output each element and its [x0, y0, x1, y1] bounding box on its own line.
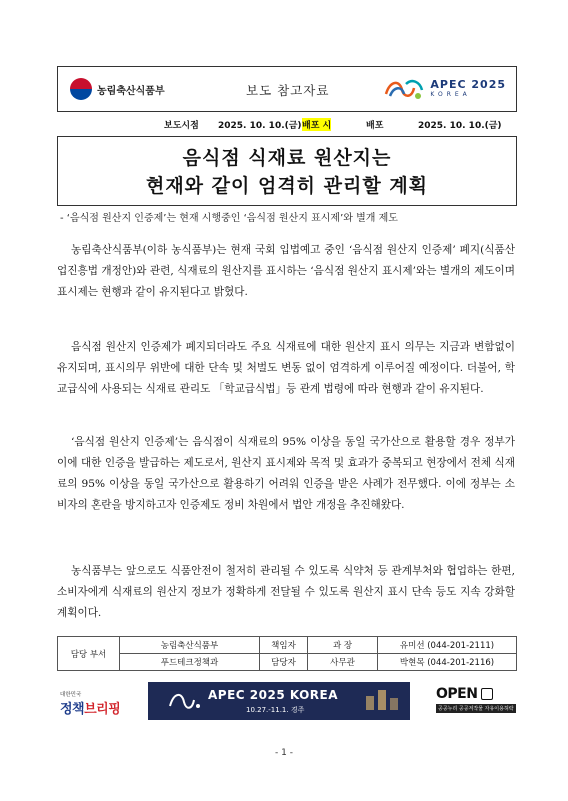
policy-main-blue: 정책 — [60, 702, 85, 717]
body-paragraph-1: 농림축산식품부(이하 농식품부)는 현재 국회 입법예고 중인 ‘음식점 원산지 인증제’ 폐지(식품산업진흥법 개정안)와 관련, 식재료의 원산지를 표시하는 ‘음식점 원산지 표시제’와는 별개의 제도이며 표시제는 현행과 같이 유지된다고 밝혔다. — [57, 244, 515, 298]
policy-main-red: 브리핑 — [84, 702, 121, 717]
doc-type: 보도 참고자료 — [246, 83, 330, 98]
header-box — [57, 66, 517, 112]
dept-label: 담당 부서 — [58, 637, 120, 671]
taeguk-icon — [70, 78, 92, 100]
contact-table — [57, 636, 517, 671]
banner-swirl-icon — [168, 690, 202, 712]
staff-label: 담당자 — [260, 654, 308, 671]
release-time-tag: 배포 시 — [302, 118, 331, 131]
body-paragraph-4: 농식품부는 앞으로도 식품안전이 철저히 관리될 수 있도록 식약처 등 관계부처와 협업하는 한편, 소비자에게 식재료의 원산지 정보가 정확하게 전달될 수 있도록 원산지 표시 단속 등도 지속 강화할 계획이다. — [57, 565, 515, 619]
banner-title: APEC 2025 KOREA — [208, 688, 339, 702]
title-box — [57, 136, 517, 206]
distribution-value: 2025. 10. 10.(금) — [418, 121, 502, 131]
policy-briefing-logo — [60, 690, 120, 717]
apec-sub-text: KOREA — [430, 91, 471, 98]
responsible-title: 과 장 — [308, 637, 378, 654]
staff-name: 박현목 (044-201-2116) — [378, 654, 517, 671]
subtitle: - ‘음식점 원산지 인증제’는 현재 시행중인 ‘음식점 원산지 표시제’와 별개 제도 — [60, 213, 398, 224]
apec-main-text: APEC 2025 — [430, 78, 506, 91]
apec-logo — [382, 76, 506, 102]
title-line-2: 현재와 같이 엄격히 관리할 계획 — [145, 175, 429, 197]
policy-small-text: 대한민국 — [60, 692, 82, 698]
body-paragraph-2: 음식점 원산지 인증제가 폐지되더라도 주요 식재료에 대한 원산지 표시 의무는 지금과 변함없이 유지되며, 표시의무 위반에 대한 단속 및 처벌도 변동 없이 엄격하게 이루어질 예정이다. 더불어, 학교급식에 사용되는 식재료 관리도 「학교급식법」등 관계 법령에 따라 현행과 같이 유지된다. — [57, 341, 515, 395]
lantern-deco-icon — [362, 686, 402, 716]
page-number: - 1 - — [275, 748, 293, 758]
ministry-logo — [70, 78, 165, 100]
open-caption: 공공누리 공공저작물 자유이용허락 — [436, 704, 516, 713]
org-name: 농림축산식품부 — [120, 637, 260, 654]
responsible-label: 책임자 — [260, 637, 308, 654]
open-license-logo — [436, 686, 516, 713]
release-time-label: 보도시점 — [164, 121, 199, 131]
attribution-icon — [481, 688, 493, 700]
apec-swirl-icon — [382, 76, 426, 102]
release-time-value: 2025. 10. 10.(금) — [218, 121, 302, 131]
distribution-label: 배포 — [366, 121, 384, 131]
apec-banner — [148, 682, 410, 720]
open-text: OPEN — [436, 686, 478, 702]
banner-date: 10.27.-11.1. 경주 — [246, 706, 305, 714]
responsible-name: 유미선 (044-201-2111) — [378, 637, 517, 654]
title-line-1: 음식점 식재료 원산지는 — [182, 147, 392, 169]
staff-title: 사무관 — [308, 654, 378, 671]
dept-name: 푸드테크정책과 — [120, 654, 260, 671]
body-paragraph-3: ‘음식점 원산지 인증제’는 음식점이 식재료의 95% 이상을 동일 국가산으로 활용할 경우 정부가 이에 대한 인증을 발급하는 제도로서, 원산지 표시제와 목적 및 효과가 중복되고 현장에서 전체 식재료의 95% 이상을 동일 국가산으로 활용하기 어려워 인증을 받은 사례가 전무했다. 이에 정부는 소비자의 혼란을 방지하고자 인증제도 정비 차원에서 법안 개정을 추진해왔다. — [57, 436, 515, 511]
ministry-name: 농림축산식품부 — [97, 85, 165, 97]
